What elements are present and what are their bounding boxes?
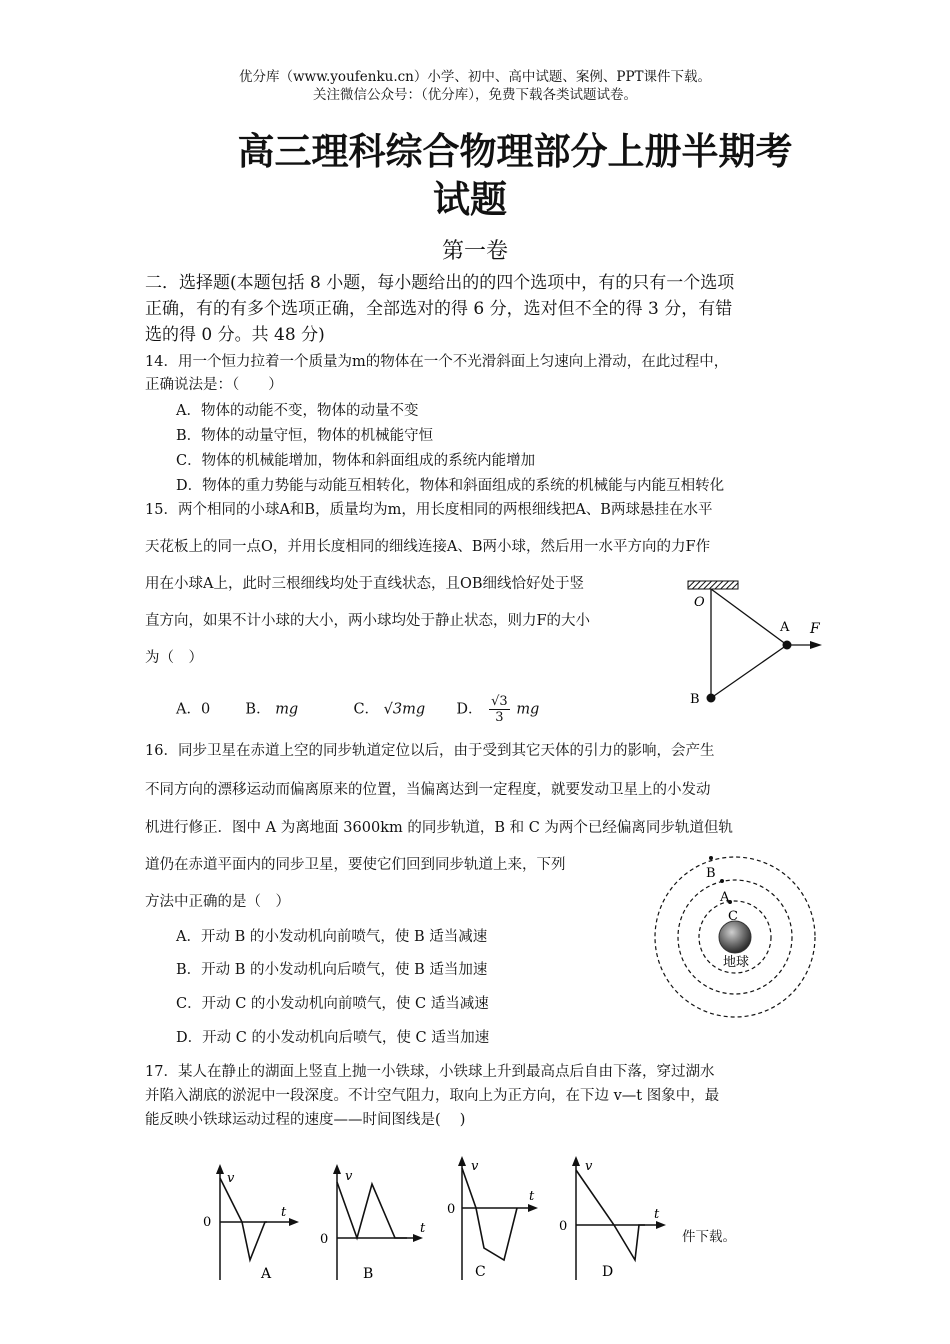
graph-c [447, 1156, 538, 1280]
orbit-label-c: C [728, 909, 738, 924]
q15-stem-1: 15．两个相同的小球A和B，质量均为m，用长度相同的两根细线把A、B两球悬挂在水平 [145, 502, 713, 518]
q17-stem-2: 并陷入湖底的淤泥中一段深度。不计空气阻力，取向上为正方向，在下边 v—t 图象中，最 [145, 1088, 720, 1104]
graph-d-zero: 0 [559, 1219, 568, 1234]
q15-string-figure [684, 574, 834, 714]
graph-c-v-arrow [458, 1156, 466, 1166]
graph-b-zero: 0 [320, 1232, 329, 1247]
graph-b-v-label: v [345, 1169, 353, 1184]
graph-d-v-label: v [585, 1159, 593, 1174]
section-instructions-2: 正确，有的有多个选项正确，全部选对的得 6 分，选对但不全的得 3 分，有错 [145, 299, 733, 319]
section-instructions-3: 选的得 0 分。共 48 分) [145, 325, 325, 345]
q16-stem-2: 不同方向的漂移运动而偏离原来的位置，当偏离达到一定程度，就要发动卫星上的小发动 [145, 782, 711, 798]
satellite-a [720, 879, 724, 883]
graph-d-v-arrow [572, 1156, 580, 1166]
q16-stem-4: 道仍在赤道平面内的同步卫星，要使它们回到同步轨道上来，下列 [145, 857, 566, 873]
q15-option-d-math: mg [516, 701, 540, 718]
q16-orbit-figure [650, 852, 820, 1022]
graph-a-t-label: t [281, 1205, 287, 1220]
string-oa [711, 589, 787, 645]
q14-option-b: B．物体的动量守恒，物体的机械能守恒 [176, 428, 434, 444]
graph-d [559, 1156, 666, 1280]
satellite-b [709, 856, 713, 860]
q15-option-c-label: C． [353, 701, 380, 718]
q17-stem-3: 能反映小铁球运动过程的速度——时间图线是( ) [145, 1112, 466, 1128]
q15-option-d-fraction: $\frac{√3}{3}$ [491, 694, 508, 725]
label-o: O [694, 595, 705, 610]
graph-d-curve [576, 1170, 645, 1260]
q15-options [176, 694, 539, 725]
section-instructions-1: 二．选择题(本题包括 8 小题，每小题给出的的四个选项中，有的只有一个选项 [145, 273, 735, 293]
q14-option-a: A．物体的动能不变，物体的动量不变 [176, 403, 419, 419]
q14-stem-2: 正确说法是：（ ） [145, 377, 283, 393]
q15-stem-4: 直方向，如果不计小球的大小，两小球均处于静止状态，则力F的大小 [145, 613, 591, 629]
graph-a-zero: 0 [203, 1215, 212, 1230]
graph-d-label: D [602, 1264, 614, 1280]
graph-d-t-arrow [656, 1221, 666, 1229]
graph-c-t-arrow [528, 1204, 538, 1212]
q17-stem-1: 17．某人在静止的湖面上竖直上抛一小铁球，小铁球上升到最高点后自由下落，穿过湖水 [145, 1064, 715, 1080]
ceiling-hatch [688, 581, 738, 589]
graph-d-t-label: t [654, 1207, 660, 1222]
label-a: A [780, 620, 790, 635]
label-b: B [690, 692, 700, 707]
orbit-label-b: B [706, 866, 716, 881]
graph-a-v-label: v [227, 1171, 235, 1186]
graph-c-t-label: t [529, 1189, 535, 1204]
graph-a-v-arrow [216, 1164, 224, 1174]
q16-option-c: C．开动 C 的小发动机向前喷气，使 C 适当减速 [176, 996, 489, 1012]
q14-option-d: D．物体的重力势能与动能互相转化，物体和斜面组成的系统的机械能与内能互相转化 [176, 478, 725, 494]
q15-option-b-label: B． [245, 701, 271, 718]
q16-stem-3: 机进行修正．图中 A 为离地面 3600km 的同步轨道，B 和 C 为两个已经偏离同步轨道但轨 [145, 820, 733, 836]
graph-c-zero: 0 [447, 1202, 456, 1217]
graph-a-curve [220, 1178, 267, 1260]
graph-c-curve [462, 1168, 517, 1260]
earth [719, 921, 751, 953]
q15-option-a: A．0 [176, 701, 211, 718]
orbit-label-a: A [720, 890, 730, 905]
force-arrow-head [810, 641, 822, 649]
header-line-2: 关注微信公众号：（优分库），免费下载各类试题试卷。 [313, 87, 637, 103]
q16-option-d: D．开动 C 的小发动机向后喷气，使 C 适当加速 [176, 1030, 490, 1046]
volume-heading: 第一卷 [441, 239, 508, 264]
graph-b-v-arrow [333, 1164, 341, 1174]
q15-option-b-math: mg [275, 701, 299, 718]
q14-stem-1: 14．用一个恒力拉着一个质量为m的物体在一个不光滑斜面上匀速向上滑动，在此过程中， [145, 354, 729, 370]
graph-b-label: B [363, 1266, 374, 1282]
graph-a [203, 1164, 299, 1282]
q15-stem-5: 为（ ） [145, 650, 203, 666]
graph-a-t-arrow [289, 1218, 299, 1226]
ball-b [707, 694, 716, 703]
ball-a [783, 641, 792, 650]
q15-option-c-math: √3mg [383, 701, 426, 718]
label-f: F [810, 621, 820, 637]
q16-option-a: A．开动 B 的小发动机向前喷气，使 B 适当减速 [176, 929, 488, 945]
q15-option-d-label: D． [456, 701, 483, 718]
q14-option-c: C．物体的机械能增加，物体和斜面组成的系统内能增加 [176, 453, 536, 469]
q16-stem-1: 16．同步卫星在赤道上空的同步轨道定位以后，由于受到其它天体的引力的影响，会产生 [145, 743, 715, 759]
earth-label: 地球 [723, 955, 750, 970]
q16-stem-5: 方法中正确的是（ ） [145, 894, 290, 910]
q16-option-b: B．开动 B 的小发动机向后喷气，使 B 适当加速 [176, 962, 488, 978]
page-title-line-1: 高三理科综合物理部分上册半期考 [237, 129, 793, 173]
graph-c-v-label: v [471, 1159, 479, 1174]
graph-c-label: C [475, 1264, 486, 1280]
header-line-1: 优分库（www.youfenku.cn）小学、初中、高中试题、案例、PPT课件下载。 [238, 69, 712, 85]
graph-a-label: A [261, 1266, 272, 1282]
q15-stem-3: 用在小球A上，此时三根细线均处于直线状态，且OB细线恰好处于竖 [145, 576, 585, 592]
graph-b [320, 1164, 426, 1282]
q15-stem-2: 天花板上的同一点O，并用长度相同的细线连接A、B两小球，然后用一水平方向的力F作 [145, 539, 711, 555]
page-title-line-2: 试题 [433, 177, 507, 221]
footer-fragment: 件下载。 [682, 1229, 736, 1245]
graph-b-t-label: t [420, 1221, 426, 1236]
graph-b-curve [337, 1182, 407, 1238]
string-ab [711, 645, 787, 698]
q17-vt-graphs [195, 1150, 685, 1290]
